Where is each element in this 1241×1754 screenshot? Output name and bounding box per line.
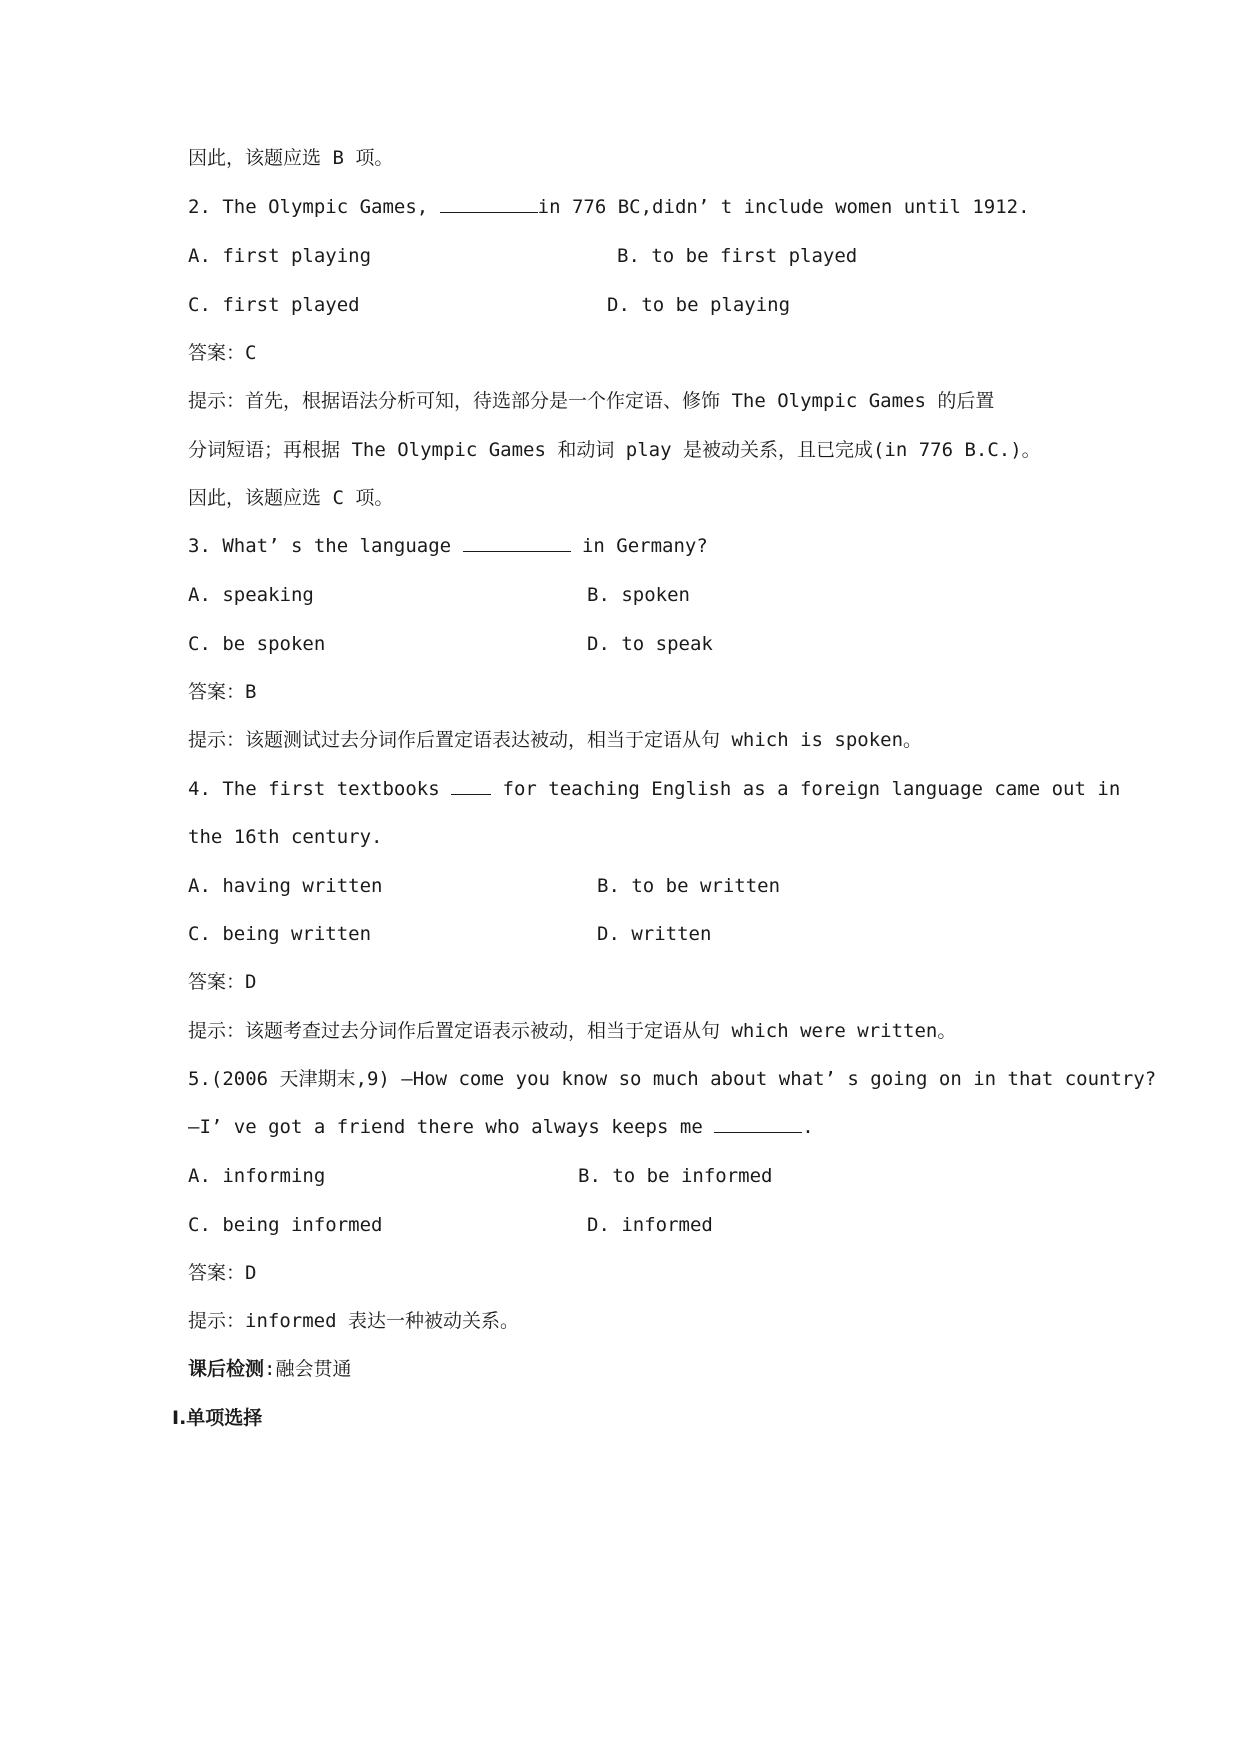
option-a: A. having written [188,875,383,897]
question-2: 2. The Olympic Games, in 776 BC,didn’ t include women until 1912. [188,196,1030,218]
option-a: A. speaking [188,584,314,606]
part-heading: Ⅰ.单项选择 [172,1407,263,1429]
hint-line: 提示：该题考查过去分词作后置定语表示被动，相当于定语从句 which were written。 [188,1020,957,1042]
answer-blank [714,1114,802,1133]
option-a: A. informing [188,1165,326,1187]
option-d: D. written [597,923,712,945]
answer-line: 答案：B [188,681,257,703]
hint-line: 因此，该题应选 C 项。 [188,487,394,509]
hint-line: 提示：informed 表达一种被动关系。 [188,1310,519,1332]
answer-blank [440,194,538,213]
answer-line: 答案：D [188,1262,257,1284]
option-c: C. be spoken [188,633,326,655]
text-line: 因此，该题应选 B 项。 [188,147,394,169]
answer-blank [451,776,491,795]
option-d: D. informed [587,1214,713,1236]
hint-line: 提示：该题测试过去分词作后置定语表达被动，相当于定语从句 which is spoken。 [188,729,923,751]
option-b: B. to be written [597,875,781,897]
hint-line: 提示：首先，根据语法分析可知，待选部分是一个作定语、修饰 The Olympic Games 的后置 [188,390,995,412]
option-b: B. to be first played [617,245,858,267]
answer-line: 答案：C [188,342,257,364]
option-a: A. first playing [188,245,372,267]
answer-line: 答案：D [188,971,257,993]
section-heading: 课后检测:融会贯通 [188,1358,352,1380]
option-c: C. being written [188,923,372,945]
option-c: C. first played [188,294,360,316]
option-c: C. being informed [188,1214,383,1236]
question-3: 3. What’ s the language in Germany? [188,535,708,557]
question-4-continued: the 16th century. [188,826,383,848]
option-d: D. to be playing [607,294,791,316]
option-b: B. to be informed [578,1165,773,1187]
question-4: 4. The first textbooks for teaching English as a foreign language came out in [188,778,1121,800]
option-d: D. to speak [587,633,713,655]
question-5-continued: —I’ ve got a friend there who always keeps me . [188,1116,814,1138]
hint-line: 分词短语；再根据 The Olympic Games 和动词 play 是被动关系，且已完成(in 776 B.C.)。 [188,439,1041,461]
answer-blank [463,533,571,552]
option-b: B. spoken [587,584,690,606]
question-5: 5.(2006 天津期末,9) —How come you know so much about what’ s going on in that country? [188,1068,1157,1090]
